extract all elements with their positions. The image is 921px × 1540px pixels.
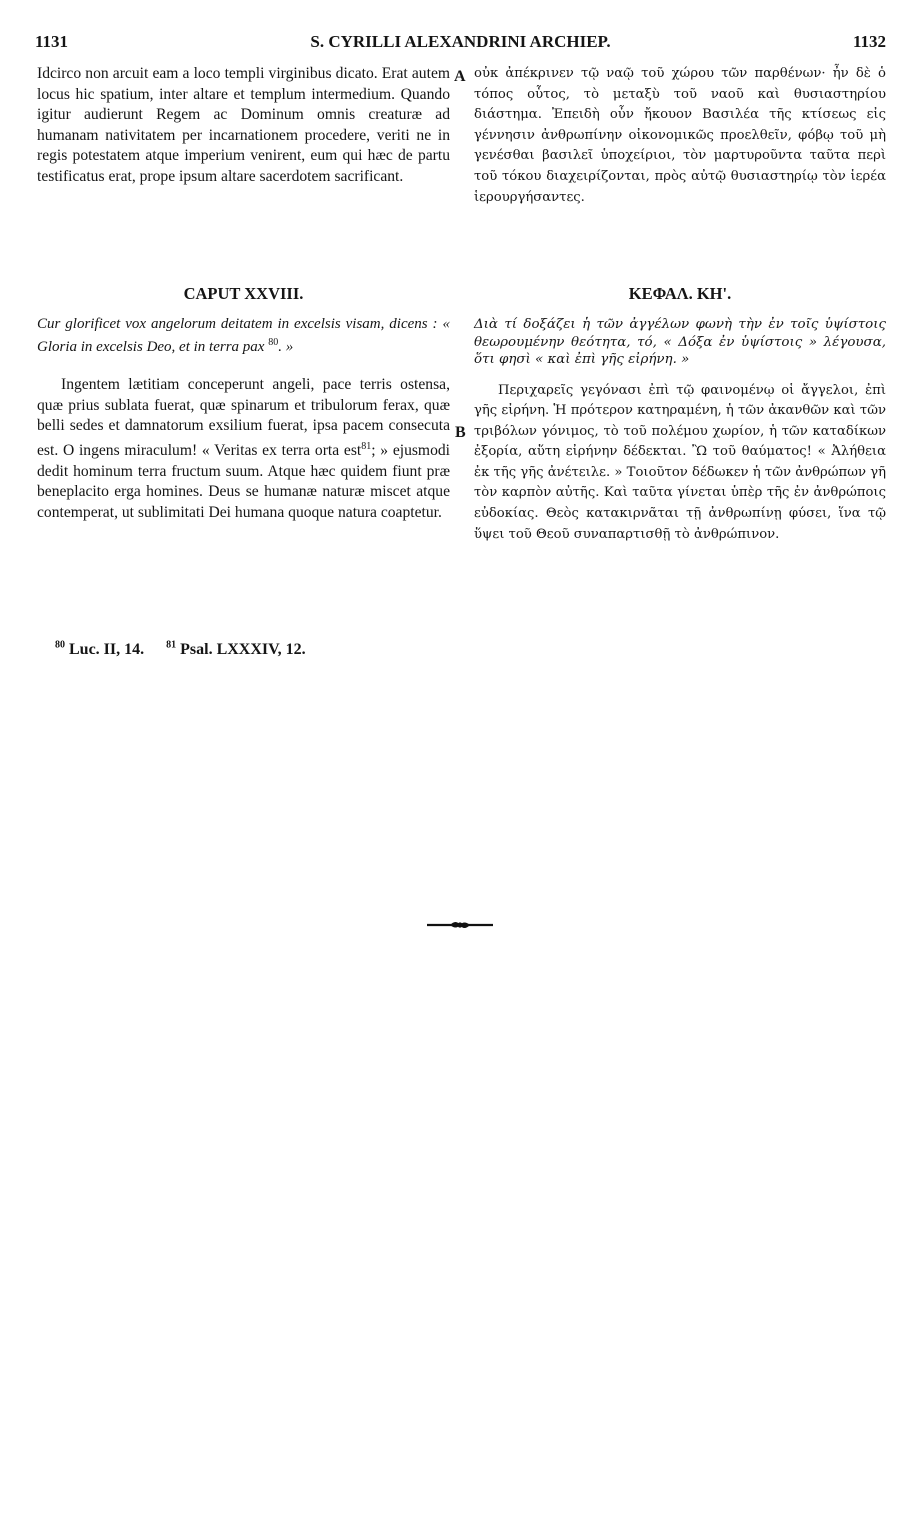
footnote-ref-81: 81 [361, 440, 372, 452]
latin-top-paragraph: Idcirco non arcuit eam a loco templi virginibus dicato. Erat autem locus hic spatium, inter altare et templum intermedium. Quando igitur audierunt Regem ac Dominum omnis creaturæ ad humanam nativitatem per incarnationem procedere, veriti ne in regis potestatem atque imperium venirent, eum qui hæc de partu testificatus erat, prope ipsum altare sacerdotem sacrificant. [37, 65, 450, 185]
footnotes [55, 640, 306, 659]
latin-chapter-subtitle: Cur glorificet vox angelorum deitatem in excelsis visam, dicens : « Gloria in excelsis Deo, et in terra pax $^{80}$. » [37, 316, 450, 355]
page-number-right: 1132 [852, 32, 886, 51]
greek-chapter-block [474, 284, 886, 545]
footnote-80: $^{80}$ Luc. II, 14. [55, 640, 145, 659]
running-head [35, 32, 886, 56]
latin-column [37, 64, 450, 188]
end-ornament-icon [426, 918, 494, 932]
latin-body-paragraph: Ingentem lætitiam conceperunt angeli, pace terris ostensa, quæ prius sublata fuerat, quæ spinarum et tribulorum ferax, quæ belli sedes et damnatorum exsilium fuerat, ipsa pacem consecuta est. O ingens miraculum! « Veritas ex terra orta est$^{81}$; » ejusmodi dedit hominum terra fructum suum. Atque hæc quidem fiunt præ beneplacito erga homines. Deus se humanæ naturæ miscet atque contemperat, ut sublimitati Dei humana quoque natura coaptetur. [37, 376, 450, 521]
latin-chapter-heading: CAPUT XXVIII. [183, 284, 304, 303]
greek-body-paragraph: Περιχαρεῖς γεγόνασι ἐπὶ τῷ φαινομένῳ οἱ ἄγγελοι, ἐπὶ γῆς εἰρήνη. Ἡ πρότερον κατηραμένη, ἡ τῶν ἀκανθῶν καὶ τῶν τριβόλων γόνιμος, τὸ τοῦ πολέμου χωρίον, ἡ τῶν καταδίκων ἐξορία, αὕτη εἰρήνην δέδεκται. Ὢ τοῦ θαύματος! « Ἀλήθεια ἐκ τῆς γῆς ἀνέτειλε. » Τοιοῦτον δέδωκεν ἡ τῶν ἀνθρώπων γῆ τὸν καρπὸν αὐτῆς. Καὶ ταῦτα γίνεται ὑπὲρ τῆς ἐν ἀνθρώποις εὐδοκίας. Θεὸς κατακιρνᾶται τῇ ἀνθρωπίνῃ φύσει, ἵνα τῷ ὕψει τοῦ Θεοῦ συναπαρτισθῇ τὸ ἀνθρώπινον. [474, 382, 886, 542]
page-number-left: 1131 [35, 32, 69, 51]
margin-marker-b: B [455, 424, 466, 441]
footnote-81: $^{81}$ Psal. LXXXIV, 12. [166, 640, 306, 659]
greek-top-paragraph: οὐκ ἀπέκρινεν τῷ ναῷ τοῦ χώρου τῶν παρθένων· ἦν δὲ ὁ τόπος οὗτος, τὸ μεταξὺ τοῦ ναοῦ καὶ θυσιαστηρίου διάστημα. Ἐπειδὴ οὖν ἤκουον Βασιλέα τῆς κτίσεως εἰς γέννησιν ἀνθρωπίνην οἰκονομικῶς προελθεῖν, φόβῳ τοῦ μὴ γενέσθαι βασιλεῖ ὑποχείριοι, τὸν μαρτυροῦντα ταῦτα περὶ τοῦ τόκου διαχειρίζονται, πρὸς αὐτῷ θυσιαστηρίῳ τὸν ἱερέα ἱερουργήσαντες. [474, 66, 886, 205]
greek-chapter-heading: ΚΕΦΑΛ. ΚΗ'. [628, 284, 732, 303]
running-title: S. CYRILLI ALEXANDRINI ARCHIEP. [310, 32, 611, 51]
greek-column [474, 64, 886, 208]
latin-chapter-block [37, 284, 450, 523]
footnote-ref-80: 80 [268, 336, 279, 348]
margin-marker-a: A [454, 68, 466, 85]
greek-chapter-subtitle: Διὰ τί δοξάζει ἡ τῶν ἀγγέλων φωνὴ τὴν ἐν τοῖς ὑψίστοις θεωρουμένην θεότητα, τό, « Δόξα ἐν ὑψίστοις » λέγουσα, ὅτι φησὶ « καὶ ἐπὶ γῆς εἰρήνη. » [474, 317, 886, 367]
